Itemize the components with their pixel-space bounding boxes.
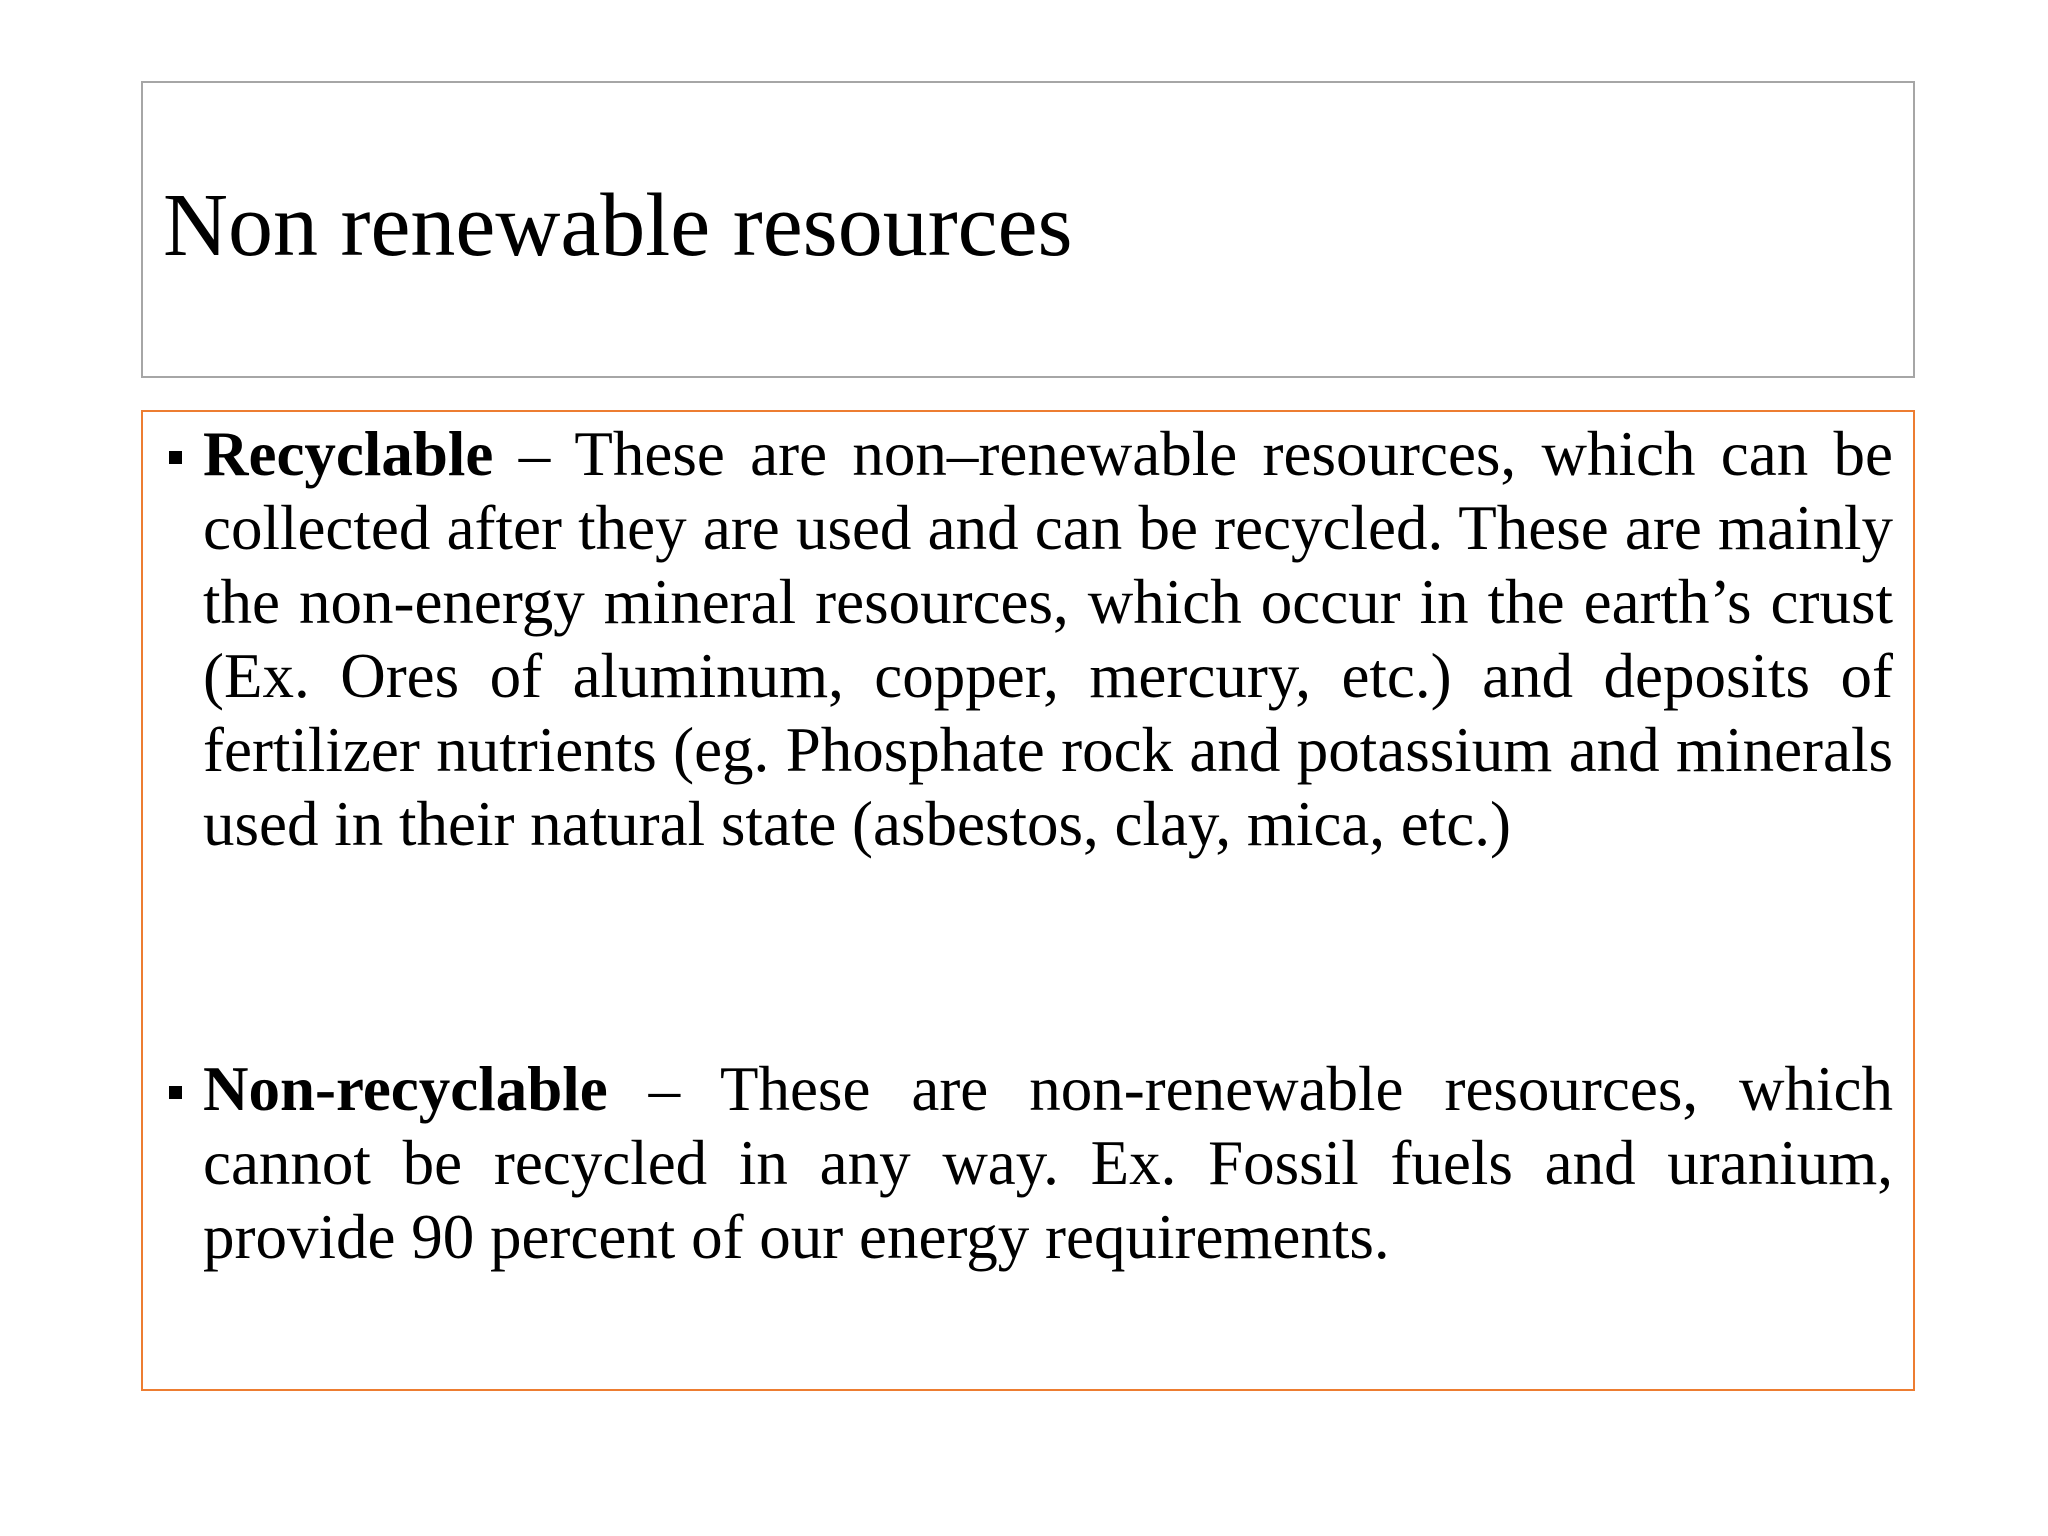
bullet-text-recyclable: – These are non–renewable resources, which can be collected after they are used and can be recycled. These are mainly the non-energy mineral resources, which occur in the earth’s crust (Ex. Ores of aluminum, copper, mercury, etc.) and deposits of fertilizer nutrients (eg. Phosphate rock and potassium and minerals used in their natural state (asbestos, clay, mica, etc.) bbox=[203, 419, 1893, 859]
content-placeholder bbox=[141, 410, 1915, 1391]
slide-title: Non renewable resources bbox=[163, 176, 1073, 275]
title-placeholder bbox=[141, 81, 1915, 378]
square-bullet-icon bbox=[169, 451, 182, 464]
bullet-item-recyclable bbox=[203, 417, 1893, 861]
bullet-text-non-recyclable: – These are non-renewable resources, which cannot be recycled in any way. Ex. Fossil fuels and uranium, provide 90 percent of our energy requirements. bbox=[203, 1054, 1893, 1272]
square-bullet-icon bbox=[169, 1086, 182, 1099]
bullet-term-recyclable: Recyclable bbox=[203, 419, 494, 489]
bullet-term-non-recyclable: Non-recyclable bbox=[203, 1054, 608, 1124]
bullet-item-non-recyclable bbox=[203, 1052, 1893, 1274]
